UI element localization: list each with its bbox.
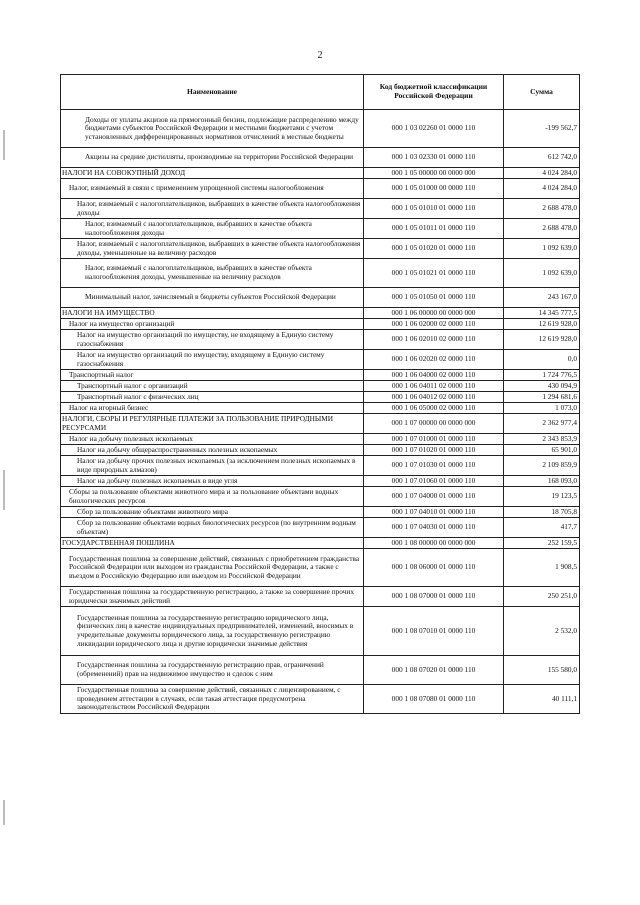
scan-edge-mark: [3, 470, 5, 510]
sum-cell: 2 688 478,0: [504, 219, 580, 239]
table-row: [61, 656, 580, 685]
name-cell: Налог на добычу полезных ископаемых: [61, 434, 364, 445]
table-section-row: [61, 538, 580, 549]
code-cell: 000 1 05 01011 01 0000 110: [364, 219, 504, 239]
table-row: [61, 381, 580, 392]
sum-cell: 4 024 284,0: [504, 179, 580, 199]
name-cell: Налог на добычу общераспространенных полезных ископаемых: [61, 445, 364, 456]
name-cell: НАЛОГИ, СБОРЫ И РЕГУЛЯРНЫЕ ПЛАТЕЖИ ЗА ПОЛЬЗОВАНИЕ ПРИРОДНЫМИ РЕСУРСАМИ: [61, 414, 364, 434]
name-cell: Сборы за пользование объектами животного мира и за пользование объектами водных биологических ресурсов: [61, 487, 364, 507]
sum-cell: 12 619 928,0: [504, 319, 580, 330]
table-row: [61, 148, 580, 168]
table-row: [61, 288, 580, 308]
code-cell: 000 1 08 06000 01 0000 110: [364, 549, 504, 587]
table-row: [61, 434, 580, 445]
name-cell: ГОСУДАРСТВЕННАЯ ПОШЛИНА: [61, 538, 364, 549]
sum-cell: 2 343 853,9: [504, 434, 580, 445]
name-cell: НАЛОГИ НА СОВОКУПНЫЙ ДОХОД: [61, 168, 364, 179]
table-row: [61, 685, 580, 714]
name-cell: Акцизы на средние дистилляты, производимые на территории Российской Федерации: [61, 148, 364, 168]
code-cell: 000 1 08 07080 01 0000 110: [364, 685, 504, 714]
table-row: [61, 179, 580, 199]
table-row: [61, 370, 580, 381]
name-cell: Транспортный налог с организаций: [61, 381, 364, 392]
name-cell: Налог, взимаемый в связи с применением упрощенной системы налогообложения: [61, 179, 364, 199]
code-cell: 000 1 05 01021 01 0000 110: [364, 259, 504, 288]
name-cell: Налог на игорный бизнес: [61, 403, 364, 414]
code-cell: 000 1 05 01010 01 0000 110: [364, 199, 504, 219]
code-cell: 000 1 07 01030 01 0000 110: [364, 456, 504, 476]
table-section-row: [61, 414, 580, 434]
name-cell: Минимальный налог, зачисляемый в бюджеты субъектов Российской Федерации: [61, 288, 364, 308]
name-cell: Налог на имущество организаций по имуществу, входящему в Единую систему газоснабжения: [61, 350, 364, 370]
table-section-row: [61, 308, 580, 319]
code-cell: 000 1 07 01020 01 0000 110: [364, 445, 504, 456]
name-cell: Налог на имущество организаций: [61, 319, 364, 330]
name-cell: Государственная пошлина за совершение действий, связанных с лицензированием, с проведением аттестации в случаях, если такая аттестация предусмотрена законодательством Российской Федерации: [61, 685, 364, 714]
table-row: [61, 219, 580, 239]
sum-cell: 430 094,9: [504, 381, 580, 392]
sum-cell: 252 159,5: [504, 538, 580, 549]
column-header-code: Код бюджетной классификации Российской Федерации: [364, 75, 504, 110]
code-cell: 000 1 07 01060 01 0000 110: [364, 476, 504, 487]
table-row: [61, 110, 580, 148]
sum-cell: 0,0: [504, 350, 580, 370]
sum-cell: 12 619 928,0: [504, 330, 580, 350]
name-cell: Налог на добычу полезных ископаемых в виде угля: [61, 476, 364, 487]
sum-cell: 243 167,0: [504, 288, 580, 308]
code-cell: 000 1 07 00000 00 0000 000: [364, 414, 504, 434]
sum-cell: 1 092 639,0: [504, 239, 580, 259]
sum-cell: 155 580,0: [504, 656, 580, 685]
name-cell: Налог, взимаемый с налогоплательщиков, выбравших в качестве объекта налогообложения доходы: [61, 199, 364, 219]
sum-cell: 1 724 776,5: [504, 370, 580, 381]
name-cell: Налог, взимаемый с налогоплательщиков, выбравших в качестве объекта налогообложения доходы: [61, 219, 364, 239]
name-cell: Государственная пошлина за государственную регистрацию прав, ограничений (обременений) прав на недвижимое имущество и сделок с ним: [61, 656, 364, 685]
table-row: [61, 507, 580, 518]
table-row: [61, 456, 580, 476]
sum-cell: 2 688 478,0: [504, 199, 580, 219]
code-cell: 000 1 03 02260 01 0000 110: [364, 110, 504, 148]
name-cell: Транспортный налог с физических лиц: [61, 392, 364, 403]
code-cell: 000 1 05 00000 00 0000 000: [364, 168, 504, 179]
sum-cell: 2 109 859,9: [504, 456, 580, 476]
code-cell: 000 1 07 04030 01 0000 110: [364, 518, 504, 538]
table-row: [61, 330, 580, 350]
sum-cell: 65 901,0: [504, 445, 580, 456]
code-cell: 000 1 06 04011 02 0000 110: [364, 381, 504, 392]
name-cell: Налог, взимаемый с налогоплательщиков, выбравших в качестве объекта налогообложения доходы, уменьшенные на величину расходов: [61, 259, 364, 288]
sum-cell: 2 362 977,4: [504, 414, 580, 434]
code-cell: 000 1 08 07000 01 0000 110: [364, 587, 504, 607]
page-number: 2: [317, 50, 323, 61]
sum-cell: 40 111,1: [504, 685, 580, 714]
table-row: [61, 239, 580, 259]
sum-cell: 14 345 777,5: [504, 308, 580, 319]
name-cell: Государственная пошлина за государственную регистрацию, а также за совершение прочих юридически значимых действий: [61, 587, 364, 607]
table-row: [61, 549, 580, 587]
code-cell: 000 1 06 04012 02 0000 110: [364, 392, 504, 403]
sum-cell: 1 908,5: [504, 549, 580, 587]
table-row: [61, 487, 580, 507]
table-header-row: [61, 75, 580, 110]
scan-edge-mark: [3, 800, 5, 825]
code-cell: 000 1 07 04010 01 0000 110: [364, 507, 504, 518]
name-cell: Государственная пошлина за государственную регистрацию юридического лица, физических лиц в качестве индивидуальных предпринимателей, изменений, вносимых в учредительные документы юридического лица, за государственную регистрацию ликвидации юридического лица и другие юридически значимые действия: [61, 607, 364, 656]
code-cell: 000 1 06 02000 02 0000 110: [364, 319, 504, 330]
sum-cell: 612 742,0: [504, 148, 580, 168]
table-row: [61, 350, 580, 370]
code-cell: 000 1 03 02330 01 0000 110: [364, 148, 504, 168]
code-cell: 000 1 06 05000 02 0000 110: [364, 403, 504, 414]
name-cell: Налог на добычу прочих полезных ископаемых (за исключением полезных ископаемых в виде природных алмазов): [61, 456, 364, 476]
table-row: [61, 587, 580, 607]
budget-revenue-table: [60, 74, 580, 714]
table-row: [61, 607, 580, 656]
sum-cell: 1 092 639,0: [504, 259, 580, 288]
code-cell: 000 1 08 07020 01 0000 110: [364, 656, 504, 685]
name-cell: Сбор за пользование объектами водных биологических ресурсов (по внутренним водным объектам): [61, 518, 364, 538]
code-cell: 000 1 08 00000 00 0000 000: [364, 538, 504, 549]
sum-cell: 4 024 284,0: [504, 168, 580, 179]
sum-cell: 2 532,0: [504, 607, 580, 656]
code-cell: 000 1 05 01050 01 0000 110: [364, 288, 504, 308]
sum-cell: 168 093,0: [504, 476, 580, 487]
code-cell: 000 1 06 00000 00 0000 000: [364, 308, 504, 319]
sum-cell: 19 123,5: [504, 487, 580, 507]
table-row: [61, 319, 580, 330]
sum-cell: -199 562,7: [504, 110, 580, 148]
table-section-row: [61, 168, 580, 179]
sum-cell: 18 705,8: [504, 507, 580, 518]
column-header-name: Наименование: [61, 75, 364, 110]
name-cell: Налог на имущество организаций по имуществу, не входящему в Единую систему газоснабжения: [61, 330, 364, 350]
table-row: [61, 403, 580, 414]
table-row: [61, 518, 580, 538]
name-cell: Доходы от уплаты акцизов на прямогонный бензин, подлежащие распределению между бюджетами субъектов Российской Федерации и местными бюджетами с учетом установленных дифференцированных нормативов отчислений в местные бюджеты: [61, 110, 364, 148]
code-cell: 000 1 07 01000 01 0000 110: [364, 434, 504, 445]
sum-cell: 417,7: [504, 518, 580, 538]
name-cell: Транспортный налог: [61, 370, 364, 381]
code-cell: 000 1 06 04000 02 0000 110: [364, 370, 504, 381]
name-cell: Налог, взимаемый с налогоплательщиков, выбравших в качестве объекта налогообложения доходы, уменьшенные на величину расходов: [61, 239, 364, 259]
table-row: [61, 199, 580, 219]
code-cell: 000 1 05 01000 00 0000 110: [364, 179, 504, 199]
table-row: [61, 392, 580, 403]
scan-edge-mark: [3, 130, 5, 160]
sum-cell: 1 294 681,6: [504, 392, 580, 403]
code-cell: 000 1 07 04000 01 0000 110: [364, 487, 504, 507]
column-header-sum: Сумма: [504, 75, 580, 110]
sum-cell: 250 251,0: [504, 587, 580, 607]
name-cell: Государственная пошлина за совершение действий, связанных с приобретением гражданства Российской Федерации или выходом из гражданства Российской Федерации, а также с въездом в Российскую Федерацию или выездом из Российской Федерации: [61, 549, 364, 587]
code-cell: 000 1 06 02020 02 0000 110: [364, 350, 504, 370]
table-row: [61, 445, 580, 456]
code-cell: 000 1 06 02010 02 0000 110: [364, 330, 504, 350]
code-cell: 000 1 05 01020 01 0000 110: [364, 239, 504, 259]
code-cell: 000 1 08 07010 01 0000 110: [364, 607, 504, 656]
table-row: [61, 476, 580, 487]
name-cell: НАЛОГИ НА ИМУЩЕСТВО: [61, 308, 364, 319]
table-row: [61, 259, 580, 288]
name-cell: Сбор за пользование объектами животного мира: [61, 507, 364, 518]
sum-cell: 1 073,0: [504, 403, 580, 414]
